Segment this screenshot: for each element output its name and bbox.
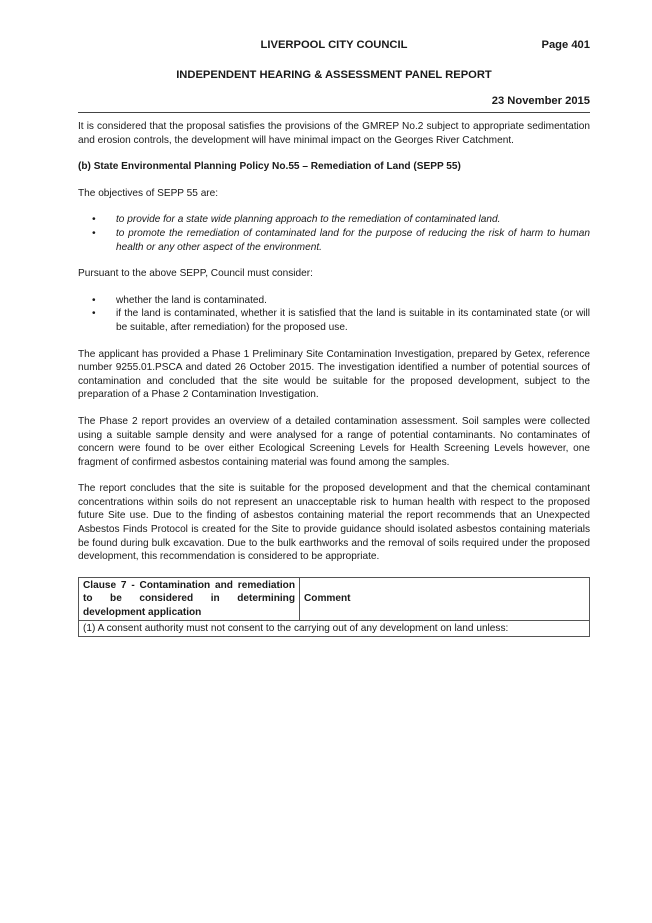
section-heading-sepp55: (b) State Environmental Planning Policy No.55 – Remediation of Land (SEPP 55) xyxy=(78,161,461,173)
objectives-intro: The objectives of SEPP 55 are: xyxy=(78,187,219,199)
objectives-list xyxy=(78,213,590,254)
paragraph-phase2: The Phase 2 report provides an overview of a detailed contamination assessment. Soil samples were collected using a suitable sample density and were analysed for a range of potential contaminants. No contaminates of concern were found to be over either Ecological Screening Levels for Health Screening Levels however, one fragment of confirmed asbestos containing material was found among the samples. xyxy=(78,415,590,468)
clause-row-cell: (1) A consent authority must not consent to the carrying out of any development on land unless: xyxy=(79,621,590,637)
list-item: • to provide for a state wide planning approach to the remediation of contaminated land. xyxy=(116,213,590,227)
report-date: 23 November 2015 xyxy=(491,95,590,107)
report-title: INDEPENDENT HEARING & ASSESSMENT PANEL REPORT xyxy=(176,69,492,81)
council-name: LIVERPOOL CITY COUNCIL xyxy=(260,39,408,51)
clause-header-cell: Clause 7 - Contamination and remediation to be considered in determining development application xyxy=(79,577,300,620)
page-header xyxy=(78,0,590,120)
page-number: Page 401 xyxy=(541,39,590,51)
document-body xyxy=(78,120,590,637)
paragraph-gmrep: It is considered that the proposal satisfies the provisions of the GMREP No.2 subject to appropriate sedimentation and erosion controls, the development will have minimal impact on the Georges River Catchment. xyxy=(78,121,590,146)
comment-header-cell: Comment xyxy=(300,577,590,620)
table-row xyxy=(79,621,590,637)
paragraph-phase1: The applicant has provided a Phase 1 Preliminary Site Contamination Investigation, prepared by Getex, reference number 9255.01.PSCA and dated 26 October 2015. The investigation identified a number of potential sources of contamination and concluded that the site would be suitable for the proposed development, subject to the preparation of a Phase 2 Contamination Investigation. xyxy=(78,348,590,401)
list-item: • to promote the remediation of contaminated land for the purpose of reducing the risk of harm to human health or any other aspect of the environment. xyxy=(116,227,590,254)
header-divider xyxy=(78,112,590,113)
clause-7-table xyxy=(78,577,590,638)
list-item: • if the land is contaminated, whether it is satisfied that the land is suitable in its contaminated state (or will be suitable, after remediation) for the proposed use. xyxy=(116,307,590,334)
list-item: • whether the land is contaminated. xyxy=(116,294,590,308)
paragraph-conclusion: The report concludes that the site is suitable for the proposed development and that the chemical contaminant concentrations within soils do not represent an unacceptable risk to human health with respect to the proposed future Site use. Due to the finding of asbestos containing material the report recommends that an Unexpected Asbestos Finds Protocol is created for the Site to provide guidance should isolated asbestos containing materials be found during bulk excavation. Due to the bulk earthworks and the removal of soils required under the proposed development, this recommendation is considered to be appropriate. xyxy=(78,483,590,563)
consider-intro: Pursuant to the above SEPP, Council must consider: xyxy=(78,268,313,280)
table-header-row xyxy=(79,577,590,620)
considerations-list xyxy=(78,294,590,335)
